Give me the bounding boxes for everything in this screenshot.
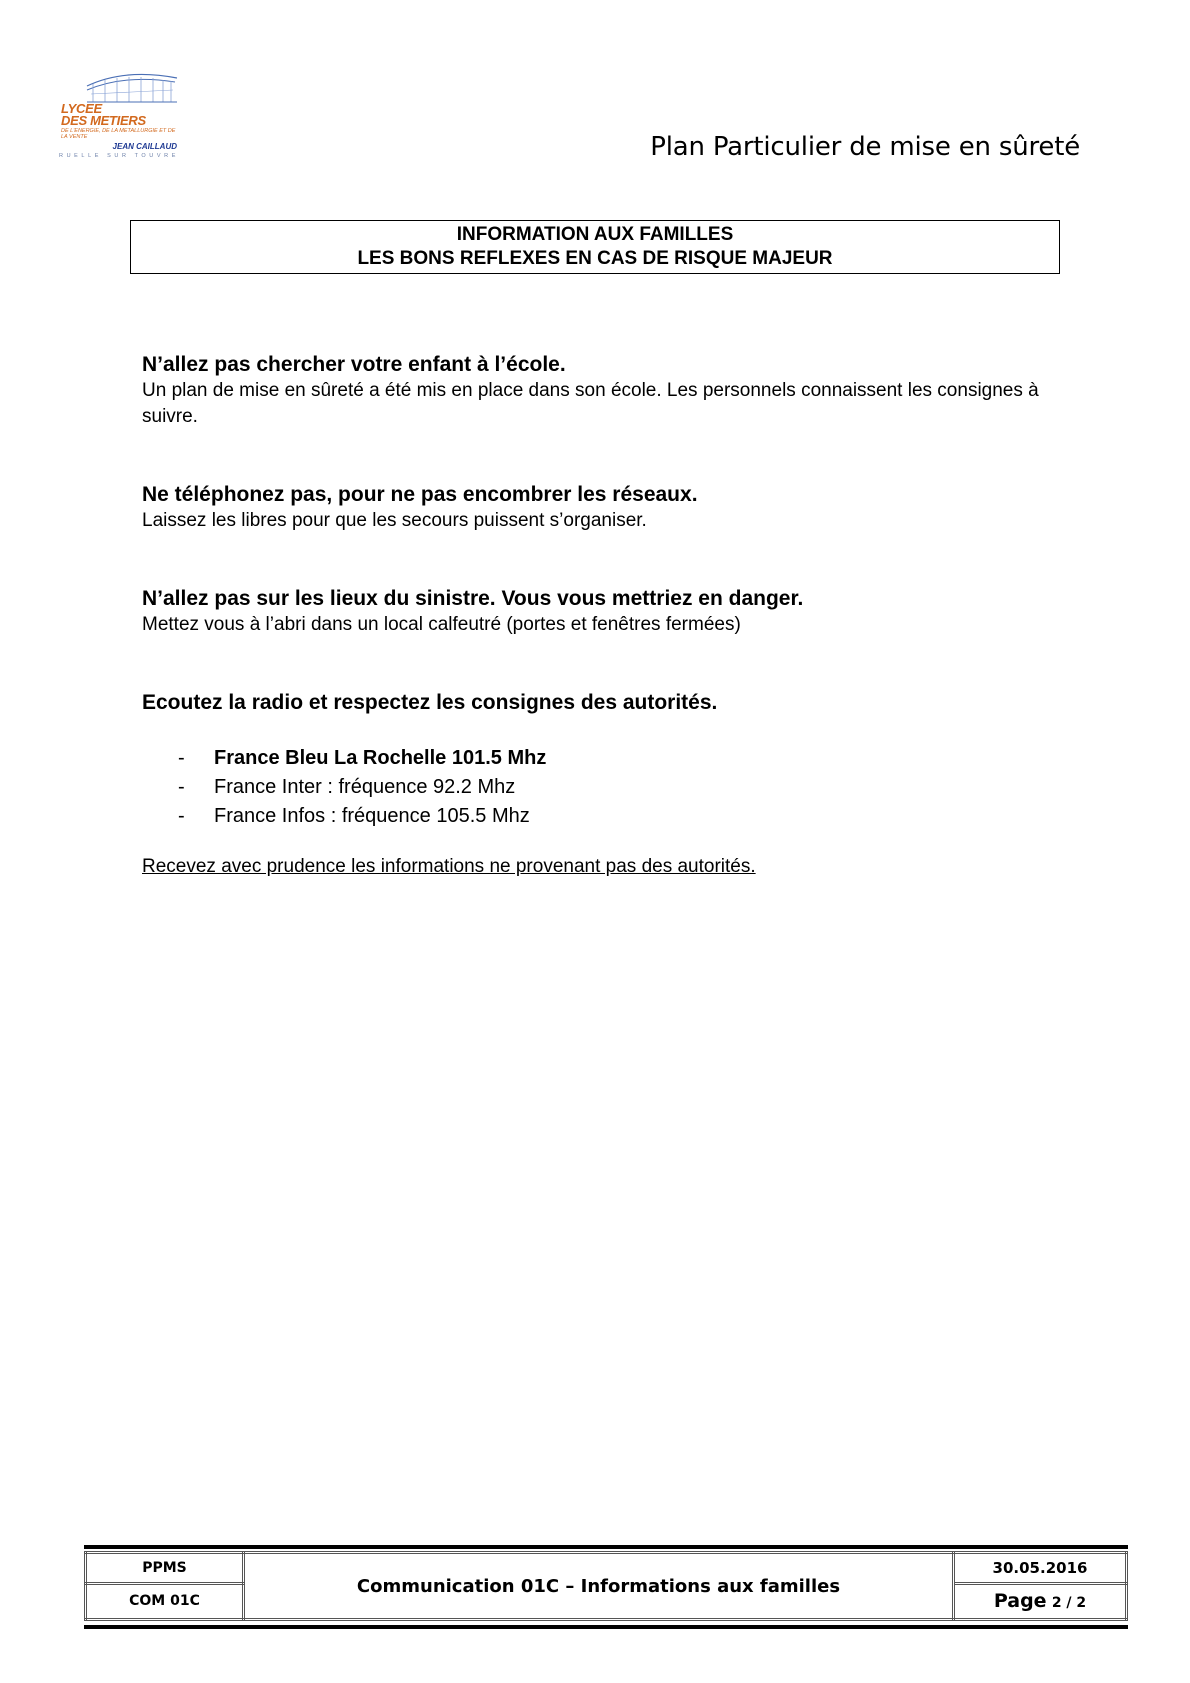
- title-box: [130, 220, 1060, 274]
- warning-note: Recevez avec prudence les informations ne provenant pas des autorités.: [142, 856, 756, 877]
- logo-line-1: LYCEE: [61, 101, 102, 116]
- section-listen-radio: [142, 690, 717, 716]
- footer-doc-code: COM 01C: [86, 1583, 244, 1619]
- section-body: Mettez vous à l’abri dans un local calfeutré (portes et fenêtres fermées): [142, 614, 741, 635]
- radio-station: France Infos : fréquence 105.5 Mhz: [214, 805, 530, 827]
- page-number: 2 / 2: [1051, 1595, 1087, 1612]
- bullet-dash: -: [178, 805, 185, 827]
- footer-page: [954, 1583, 1127, 1619]
- document-header-title: Plan Particulier de mise en sûreté: [650, 132, 1080, 162]
- section-heading: N’allez pas chercher votre enfant à l’école.: [142, 353, 566, 376]
- section-body: Un plan de mise en sûreté a été mis en place dans son école. Les personnels connaissent les consignes à suivre.: [142, 380, 1039, 427]
- title-line-2: LES BONS REFLEXES EN CAS DE RISQUE MAJEUR: [357, 248, 833, 269]
- document-footer: [84, 1545, 1128, 1629]
- footer-table: [84, 1551, 1128, 1621]
- title-line-1: INFORMATION AUX FAMILLES: [456, 224, 734, 245]
- radio-station-list: [178, 744, 546, 831]
- section-body: Laissez les libres pour que les secours puissent s’organiser.: [142, 510, 647, 531]
- footer-doc-title: Communication 01C – Informations aux familles: [244, 1553, 954, 1620]
- list-item: [178, 773, 546, 802]
- logo-line-5: RUELLE SUR TOUVRE: [59, 153, 179, 159]
- list-item: [178, 802, 546, 831]
- section-stay-away: [142, 586, 803, 638]
- section-heading: Ecoutez la radio et respectez les consignes des autorités.: [142, 691, 718, 714]
- list-item: [178, 744, 546, 773]
- section-heading: N’allez pas sur les lieux du sinistre. Vous vous mettriez en danger.: [142, 587, 804, 610]
- footer-date: 30.05.2016: [954, 1553, 1127, 1584]
- section-dont-pick-up-child: [142, 352, 1062, 430]
- section-heading: Ne téléphonez pas, pour ne pas encombrer les réseaux.: [142, 483, 698, 506]
- section-dont-phone: [142, 482, 698, 534]
- school-logo: [55, 72, 185, 164]
- logo-line-3: DE L'ENERGIE, DE LA METALLURGIE ET DE LA VENTE: [61, 128, 176, 140]
- logo-line-4: JEAN CAILLAUD: [112, 142, 177, 151]
- radio-station: France Inter : fréquence 92.2 Mhz: [214, 776, 516, 798]
- page-label: Page: [993, 1590, 1047, 1613]
- logo-line-2: DES METIERS: [61, 113, 146, 128]
- radio-station: France Bleu La Rochelle 101.5 Mhz: [214, 747, 547, 769]
- footer-doc-type: PPMS: [86, 1553, 244, 1584]
- bullet-dash: -: [178, 747, 185, 769]
- bullet-dash: -: [178, 776, 185, 798]
